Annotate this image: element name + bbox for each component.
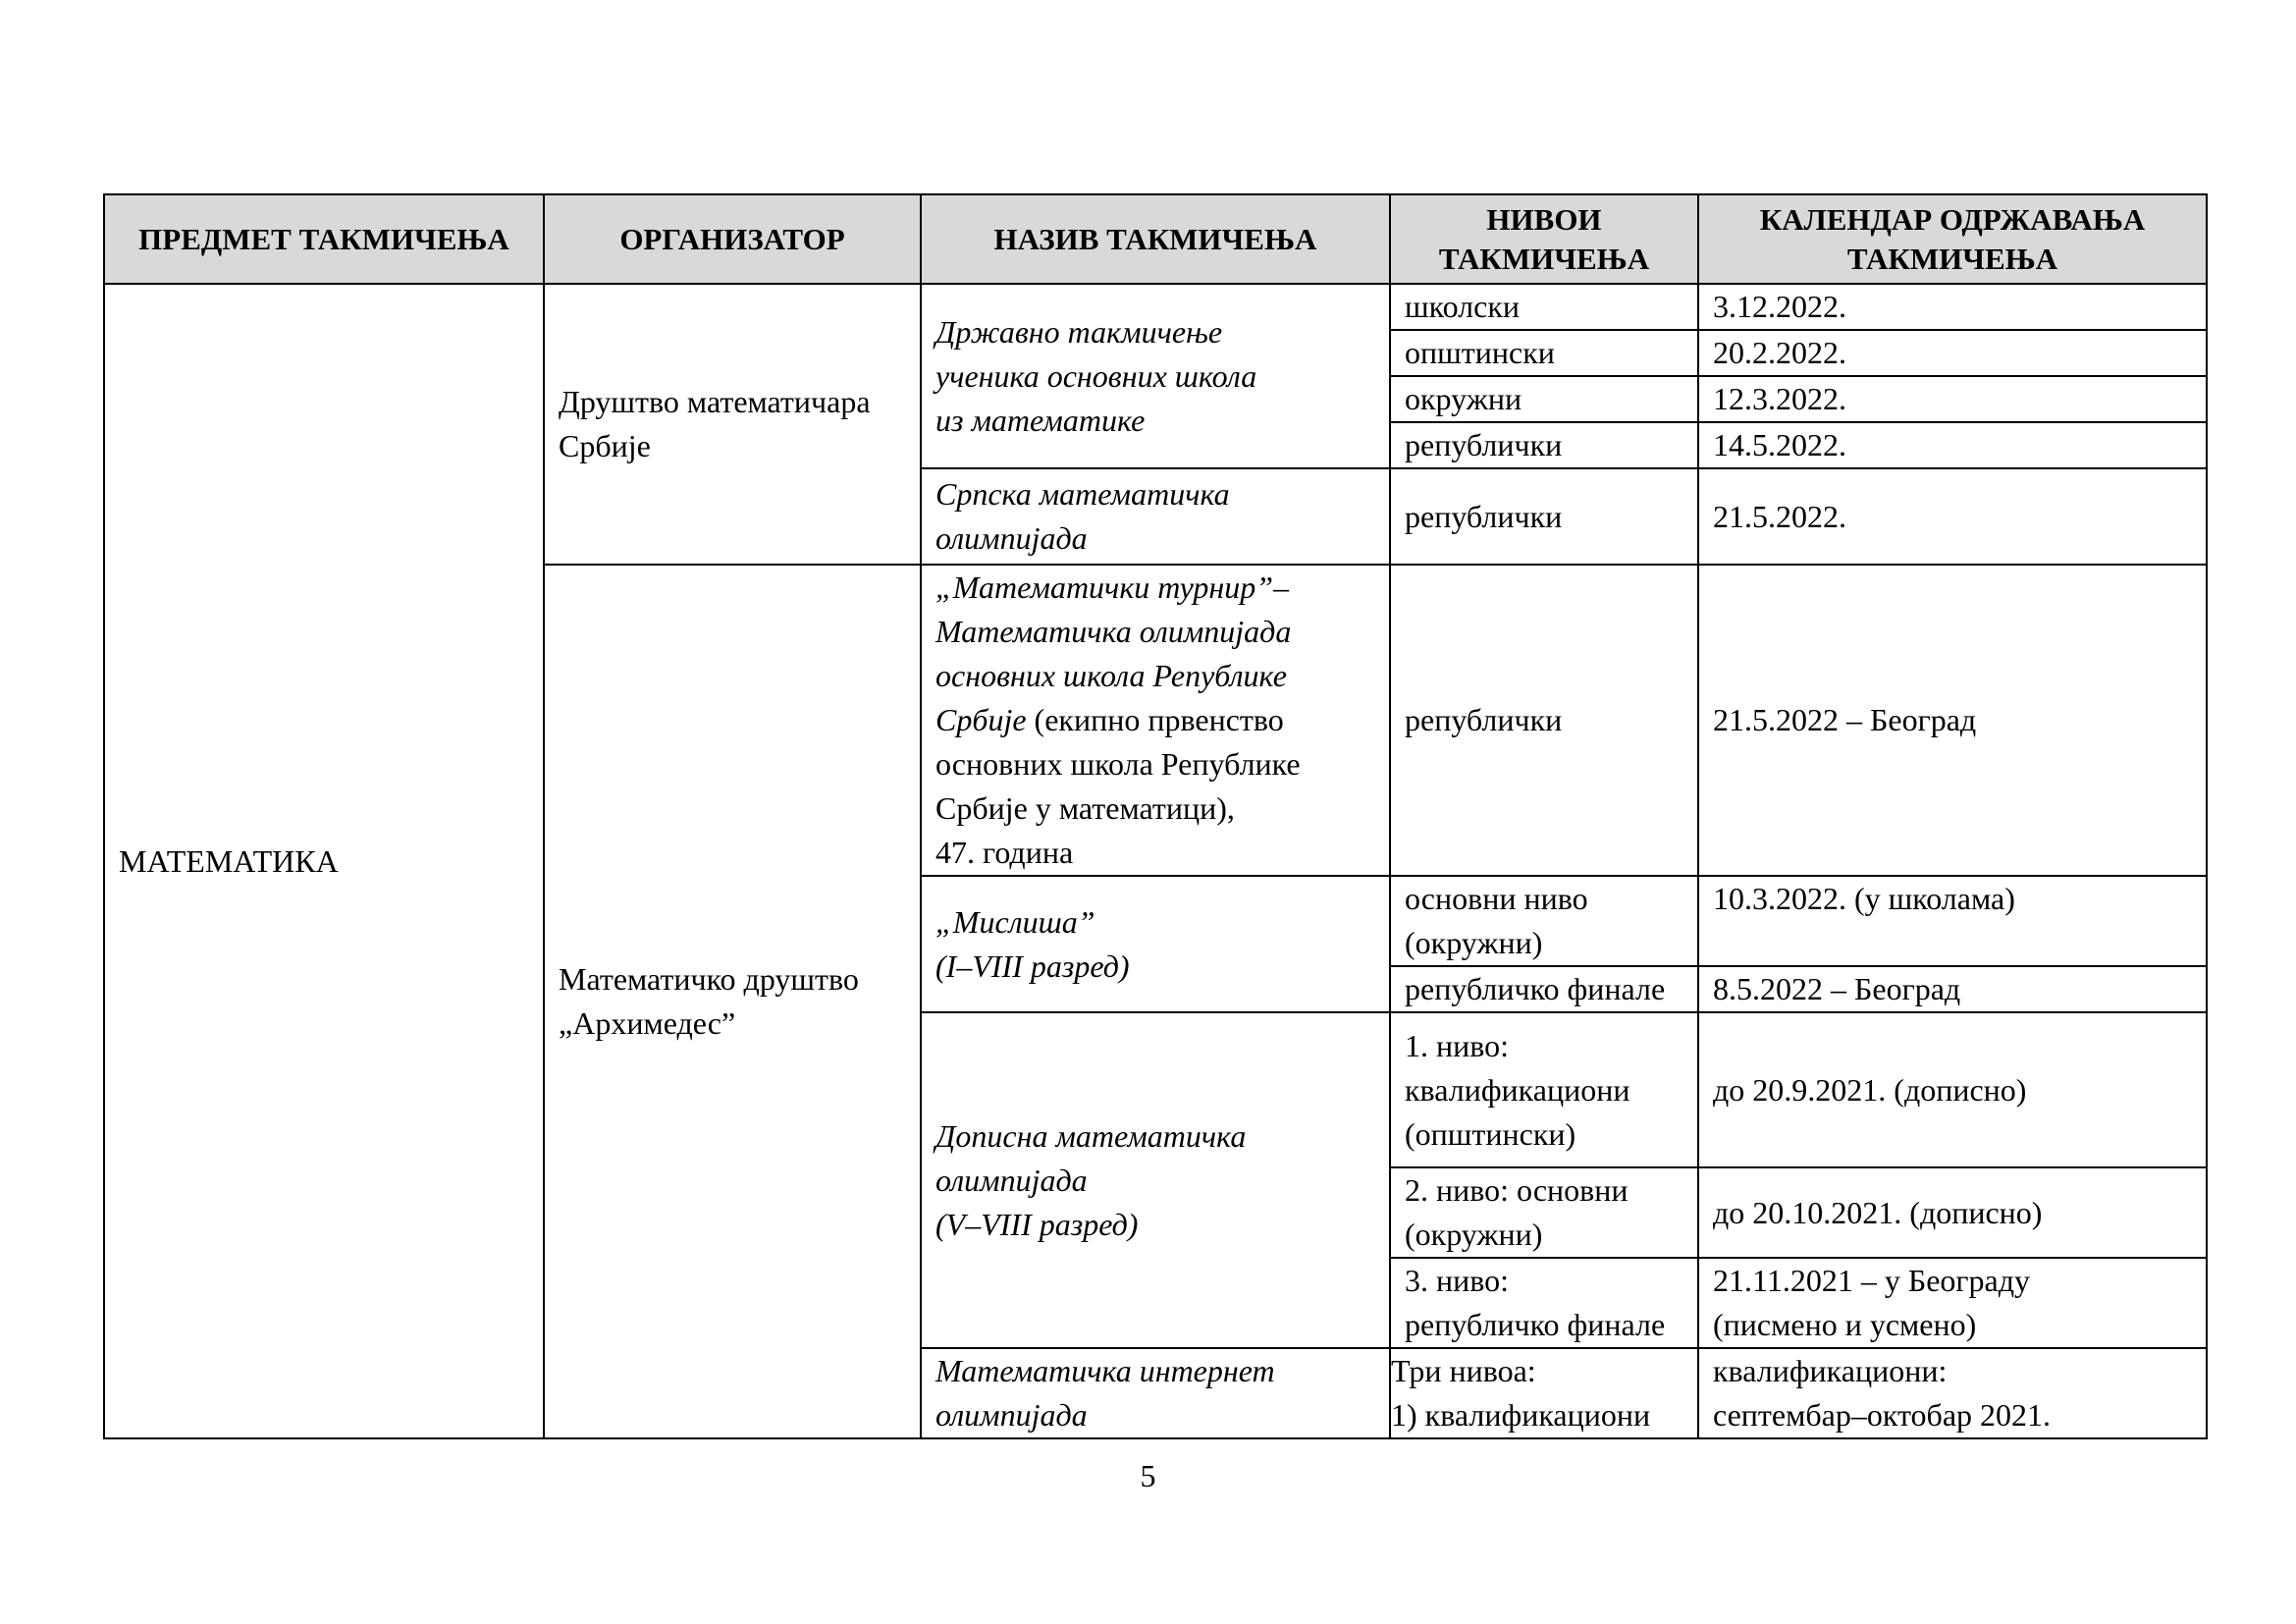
- level-cell: републички: [1390, 565, 1698, 876]
- header-row: [104, 194, 2207, 284]
- level-cell: Три нивоа: 1) квалификациони: [1390, 1348, 1698, 1438]
- header-name: НАЗИВ ТАКМИЧЕЊА: [921, 194, 1390, 284]
- header-subject: ПРЕДМЕТ ТАКМИЧЕЊА: [104, 194, 544, 284]
- level-cell: општински: [1390, 330, 1698, 376]
- level-cell: 2. ниво: основни (окружни): [1390, 1167, 1698, 1258]
- level-cell: 1. ниво: квалификациони (општински): [1390, 1012, 1698, 1167]
- date-cell: 21.5.2022 – Београд: [1698, 565, 2207, 876]
- competition-name: Математичка интернет олимпијада: [921, 1348, 1390, 1438]
- organizer-cell: Друштво математичара Србије: [544, 284, 921, 565]
- date-cell: до 20.10.2021. (дописно): [1698, 1167, 2207, 1258]
- header-calendar: КАЛЕНДАР ОДРЖАВАЊА ТАКМИЧЕЊА: [1698, 194, 2207, 284]
- organizer-cell: Математичко друштво „Архимедес”: [544, 565, 921, 1438]
- page-number: 5: [1140, 1458, 1156, 1493]
- competition-name: „Мислиша” (I–VIII разред): [921, 876, 1390, 1012]
- date-cell: 3.12.2022.: [1698, 284, 2207, 330]
- level-cell: школски: [1390, 284, 1698, 330]
- table-row: [104, 284, 2207, 330]
- competition-name-note: (екипно првенство основних школа Републике Србије у математици), 47. година: [935, 702, 1301, 870]
- competition-name-italic: „Математички турнир”– Математичка олимпијада основних школа Републике Србије: [935, 569, 1292, 737]
- subject-cell: МАТЕМАТИКА: [104, 284, 544, 1438]
- competition-name: Српска математичка олимпијада: [921, 468, 1390, 565]
- date-cell: 21.11.2021 – у Београду (писмено и усмено): [1698, 1258, 2207, 1348]
- header-organizer: ОРГАНИЗАТОР: [544, 194, 921, 284]
- competition-table: [103, 193, 2208, 1439]
- competition-name: [921, 565, 1390, 876]
- competition-name: Дописна математичка олимпијада (V–VIII разред): [921, 1012, 1390, 1348]
- date-cell: 20.2.2022.: [1698, 330, 2207, 376]
- date-cell: 8.5.2022 – Београд: [1698, 966, 2207, 1012]
- date-cell: 10.3.2022. (у школама): [1698, 876, 2207, 966]
- header-levels: НИВОИ ТАКМИЧЕЊА: [1390, 194, 1698, 284]
- level-cell: републичко финале: [1390, 966, 1698, 1012]
- date-cell: квалификациони: септембар–октобар 2021.: [1698, 1348, 2207, 1438]
- level-cell: 3. ниво: републичко финале: [1390, 1258, 1698, 1348]
- date-cell: 14.5.2022.: [1698, 422, 2207, 468]
- competition-name: Државно такмичење ученика основних школа из математике: [921, 284, 1390, 468]
- level-cell: републички: [1390, 468, 1698, 565]
- level-cell: републички: [1390, 422, 1698, 468]
- date-cell: 12.3.2022.: [1698, 376, 2207, 422]
- date-cell: 21.5.2022.: [1698, 468, 2207, 565]
- level-cell: основни ниво (окружни): [1390, 876, 1698, 966]
- date-cell: до 20.9.2021. (дописно): [1698, 1012, 2207, 1167]
- level-cell: окружни: [1390, 376, 1698, 422]
